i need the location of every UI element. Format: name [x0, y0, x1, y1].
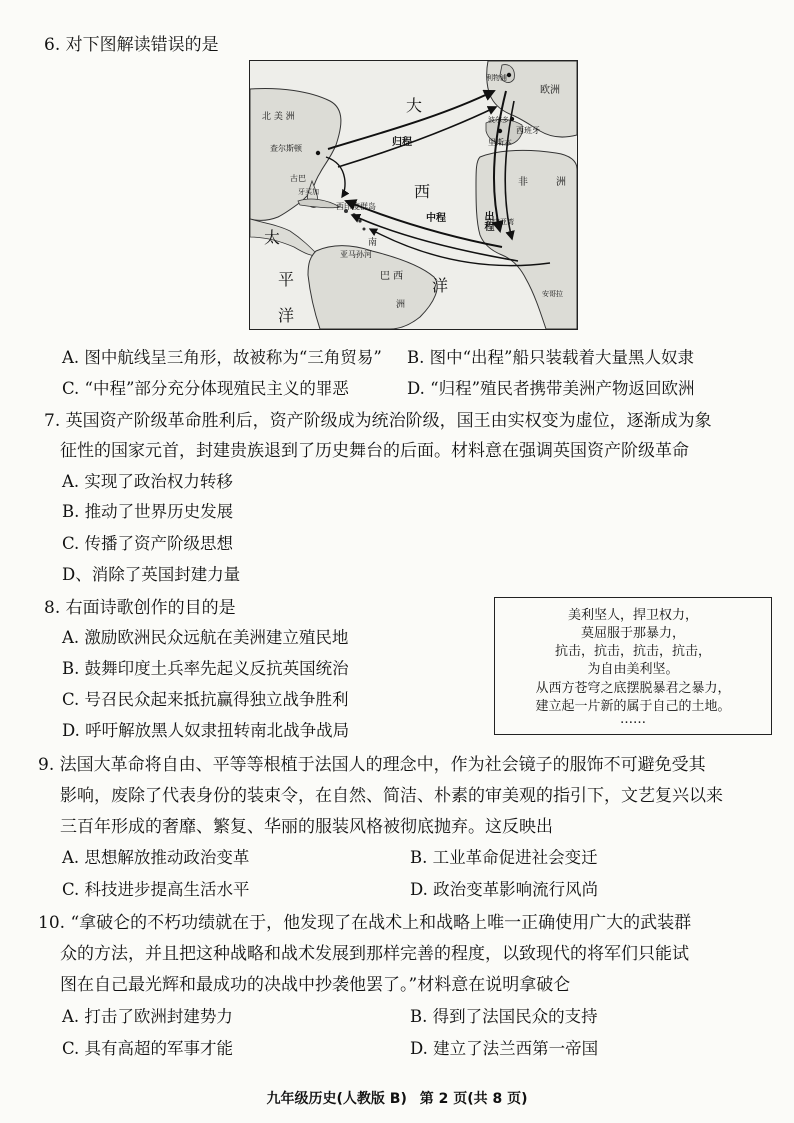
map-label-angola: 安哥拉 [542, 290, 563, 298]
q8-option-c[interactable]: C. 号召民众起来抵抗赢得独立战争胜利 [62, 690, 349, 709]
q10-stem-line3: 图在自己最光辉和最成功的决战中抄袭他罢了。”材料意在说明拿破仑 [60, 975, 571, 995]
q9-option-c[interactable]: C. 科技进步提高生活水平 [62, 880, 250, 899]
poem-line: 建立起一片新的属于自己的土地。 [535, 699, 731, 714]
q7-option-d[interactable]: D、消除了英国封建力量 [62, 565, 241, 584]
q10-option-d[interactable]: D. 建立了法兰西第一帝国 [410, 1039, 599, 1058]
map-label-amazon: 亚马孙河 [340, 250, 372, 259]
map-label-atlantic-1: 大 [406, 96, 423, 115]
q7-stem-line1: 7. 英国资产阶级革命胜利后，资产阶级成为统治阶级，国王由实权变为虚位，逐渐成为象 [44, 411, 712, 431]
map-label-atlantic-3: 洋 [432, 276, 449, 295]
q8-option-b[interactable]: B. 鼓舞印度土兵率先起义反抗英国统治 [62, 659, 349, 678]
q9-option-d[interactable]: D. 政治变革影响流行风尚 [410, 880, 599, 899]
map-label-europe: 欧洲 [540, 85, 560, 96]
map-label-africa: 非 [518, 177, 528, 188]
page-footer [0, 1088, 794, 1108]
map-label-pacific-1: 太 [264, 228, 281, 247]
map-label-pacific-3: 洋 [278, 306, 295, 325]
map-label-pacific-2: 平 [278, 270, 295, 289]
map-label-africa-chou: 洲 [556, 177, 566, 188]
footer-subject: 九年级历史(人教版 B) [266, 1091, 407, 1107]
q10-option-a[interactable]: A. 打击了欧洲封建势力 [62, 1007, 233, 1026]
q9-option-a[interactable]: A. 思想解放推动政治变革 [62, 848, 250, 867]
q10-option-c[interactable]: C. 具有高超的军事才能 [62, 1039, 234, 1058]
triangle-trade-map [249, 60, 578, 330]
map-label-west-indies: 西印度群岛 [336, 202, 376, 211]
q7-stem-line2: 征性的国家元首，封建贵族退到了历史舞台的后面。材料意在强调英国资产阶级革命 [60, 441, 689, 461]
q8-option-d[interactable]: D. 呼吁解放黑人奴隶扭转南北战争战局 [62, 721, 350, 740]
q9-stem-line2: 影响，废除了代表身份的装束令，在自然、简洁、朴素的审美观的指引下，文艺复兴以来 [60, 786, 723, 806]
poem-line: …… [620, 712, 646, 727]
map-label-north-america: 北 美 洲 [262, 112, 295, 122]
q7-option-a[interactable]: A. 实现了政治权力转移 [62, 472, 233, 491]
map-label-atlantic-2: 西 [414, 182, 431, 201]
q9-option-b[interactable]: B. 工业革命促进社会变迁 [410, 848, 598, 867]
poem-line: 莫屈服于那暴力， [580, 626, 685, 641]
q6-option-d[interactable]: D. “归程”殖民者携带美洲产物返回欧洲 [407, 379, 695, 398]
q7-option-b[interactable]: B. 推动了世界历史发展 [62, 502, 234, 521]
map-label-return-leg: 归程 [392, 137, 412, 148]
map-label-cuba: 古巴 [290, 174, 306, 183]
q6-stem: 6. 对下图解读错误的是 [44, 35, 219, 55]
poem-line: 美利坚人，捍卫权力， [567, 608, 698, 623]
map-label-south: 南 [368, 238, 378, 248]
q6-option-c[interactable]: C. “中程”部分充分体现殖民主义的罪恶 [62, 379, 349, 398]
poem-box [494, 597, 772, 735]
q10-stem-line1: 10. “拿破仑的不朽功绩就在于，他发现了在战术上和战略上唯一正确使用广大的武装群 [38, 913, 692, 933]
map-label-charleston: 查尔斯顿 [270, 144, 302, 153]
map-label-south-chou: 洲 [396, 300, 406, 310]
map-label-middle-leg: 中程 [426, 213, 446, 224]
q10-stem-line2: 众的方法，并且把这种战略和战术发展到那样完善的程度，以致现代的将军们只能试 [60, 944, 689, 964]
q9-stem-line1: 9. 法国大革命将自由、平等等根植于法国人的理念中，作为社会镜子的服饰不可避免受其 [38, 755, 706, 775]
poem-line: 从西方苍穹之底摆脱暴君之暴力， [535, 681, 731, 696]
map-label-lisbon: 里斯本 [488, 138, 512, 147]
q6-option-b[interactable]: B. 图中“出程”船只装载着大量黑人奴隶 [407, 348, 694, 367]
poem-line: 为自由美利坚。 [587, 662, 679, 677]
q9-stem-line3: 三百年形成的奢靡、繁复、华丽的服装风格被彻底抛弃。这反映出 [60, 817, 553, 837]
q8-stem: 8. 右面诗歌创作的目的是 [44, 598, 236, 618]
map-label-liverpool: 利物浦 [486, 74, 507, 82]
poem-line: 抗击，抗击，抗击，抗击， [554, 644, 711, 659]
q7-option-c[interactable]: C. 传播了资产阶级思想 [62, 534, 234, 553]
q10-option-b[interactable]: B. 得到了法国民众的支持 [410, 1007, 598, 1026]
q8-option-a[interactable]: A. 激励欧洲民众远航在美洲建立殖民地 [62, 628, 349, 647]
map-label-jamaica: 牙买加 [298, 188, 319, 196]
map-label-brazil: 巴 西 [380, 271, 404, 282]
q6-option-a[interactable]: A. 图中航线呈三角形，故被称为“三角贸易” [62, 348, 382, 367]
map-label-spain: 西班牙 [516, 126, 540, 135]
map-label-outward-leg: 出程 [482, 211, 493, 231]
footer-page-number: 第 2 页(共 8 页) [419, 1091, 528, 1107]
map-label-bordeaux: 波尔多 [488, 116, 509, 124]
map-label-guinea-bay: 几内亚湾 [486, 218, 514, 226]
